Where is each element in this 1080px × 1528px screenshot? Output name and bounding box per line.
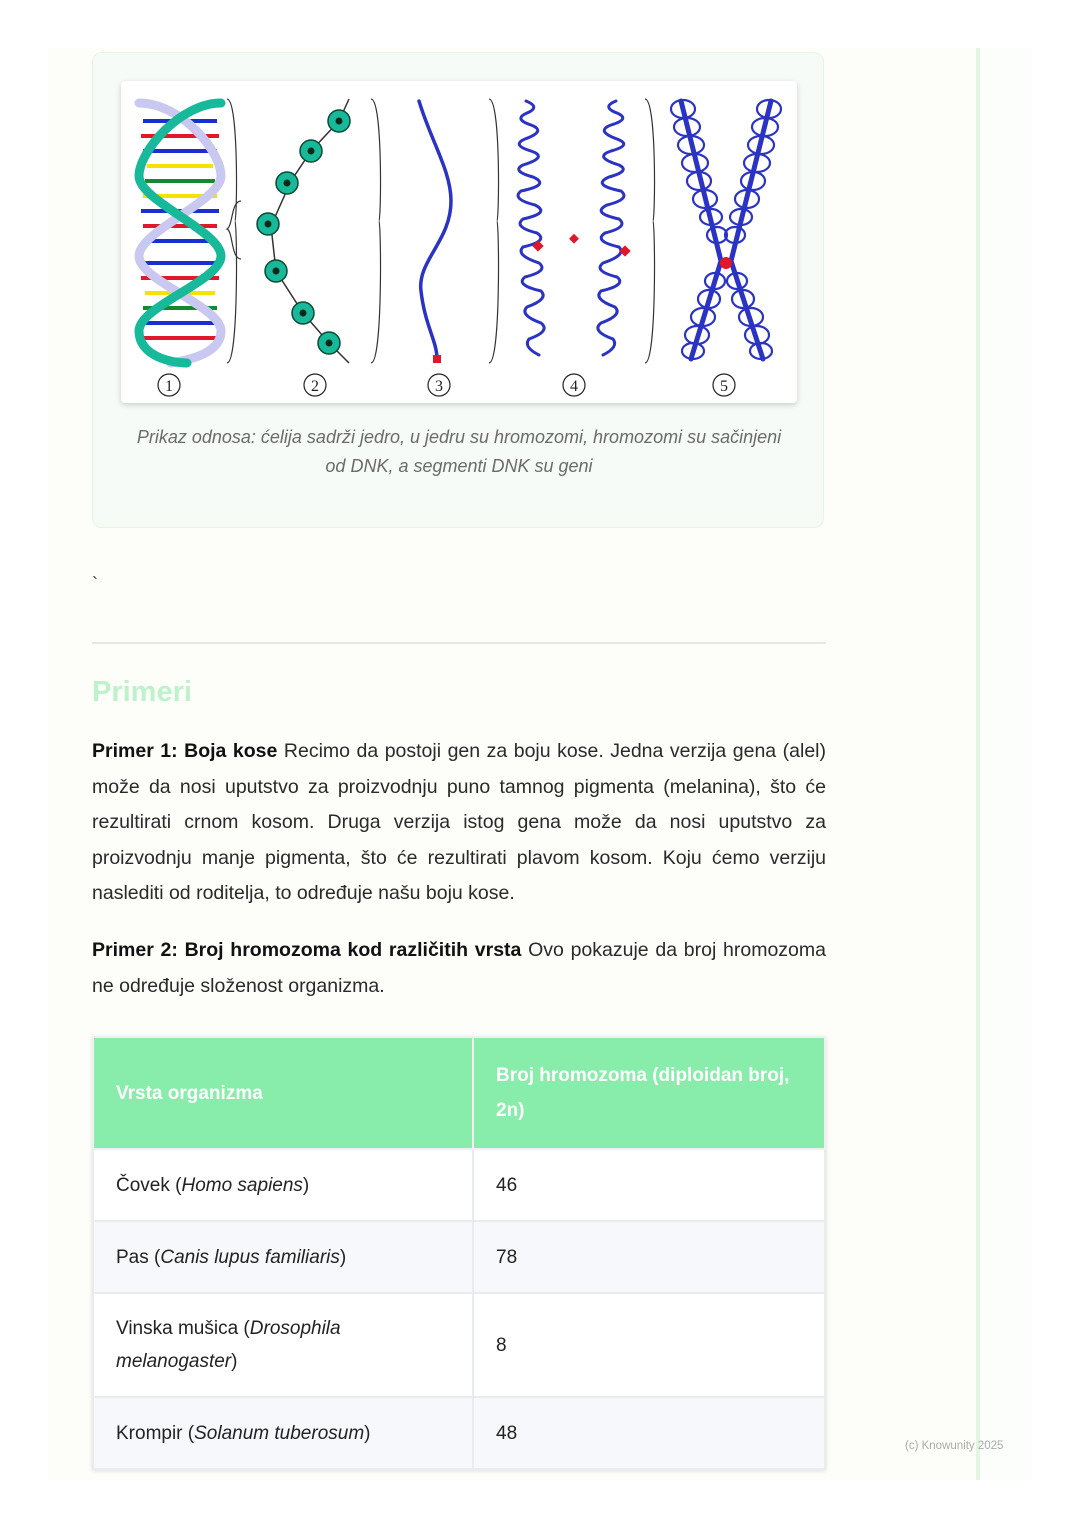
section-title: Primeri: [92, 676, 192, 708]
chromosome-count-table: [92, 1036, 826, 1470]
example-1-heading: Primer 1: Boja kose: [92, 740, 278, 762]
organism-latin-name: Solanum tuberosum: [194, 1422, 365, 1444]
organism-common-name: Vinska mušica (: [116, 1318, 250, 1339]
figure-card: [92, 52, 824, 528]
header-organism: Vrsta organizma: [93, 1037, 473, 1149]
example-2-heading: Primer 2: Broj hromozoma kod različitih vrsta: [92, 939, 522, 961]
stage-label-4: 4: [570, 378, 578, 395]
right-margin-area: [980, 48, 1032, 1480]
organism-common-name: Čovek (: [116, 1174, 182, 1196]
organism-cell: [93, 1221, 473, 1293]
chromosome-count-cell: 46: [473, 1149, 825, 1221]
organism-paren-close: ): [364, 1422, 371, 1444]
stage-label-1: 1: [165, 378, 173, 395]
organism-latin-name: Homo sapiens: [181, 1174, 303, 1196]
nucleosome-chain: [227, 99, 381, 363]
chromosome-count-cell: 48: [473, 1397, 825, 1469]
organism-paren-close: ): [231, 1351, 238, 1372]
copyright-notice: (c) Knowunity 2025: [905, 1440, 1004, 1452]
header-chromosome-count: Broj hromozoma (diploidan broj, 2n): [473, 1037, 825, 1149]
chromosome-count-cell: 8: [473, 1293, 825, 1397]
stage-label-5: 5: [720, 378, 728, 395]
stage-label-2: 2: [311, 378, 319, 395]
section-divider: [92, 642, 826, 644]
organism-cell: [93, 1397, 473, 1469]
table-row: [93, 1293, 825, 1397]
table-row: [93, 1397, 825, 1469]
organism-cell: [93, 1149, 473, 1221]
stage-label-3: 3: [435, 378, 443, 395]
example-2-paragraph: [92, 933, 826, 1004]
example-2-text: Ovo pokazuje da broj hromozoma ne određuje složenost organizma.: [92, 939, 826, 997]
dna-double-helix: [139, 99, 237, 363]
condensed-chromatids: [518, 99, 654, 363]
organism-paren-close: ): [339, 1246, 347, 1268]
metaphase-chromosome: [671, 100, 781, 359]
table-row: [93, 1149, 825, 1221]
organism-cell: [93, 1293, 473, 1397]
example-1-text: Recimo da postoji gen za boju kose. Jedna verzija gena (alel) može da nosi uputstvo za proizvodnju puno tamnog pigmenta (melanina), što će rezultirati crnom kosom. Druga verzija istog gena može da nosi uputstvo za proizvodnju manje pigmenta, što će rezultirati plavom kosom. Koju ćemo verziju naslediti od roditelja, to određuje našu boju kose.: [92, 740, 826, 904]
organism-latin-name: Drosophila melanogaster: [116, 1318, 341, 1372]
chromatin-fiber: [419, 99, 499, 363]
table-row: [93, 1221, 825, 1293]
example-1-paragraph: [92, 734, 826, 912]
stray-backtick: `: [92, 574, 98, 594]
dna-diagram-svg: [121, 81, 797, 403]
organism-common-name: Pas (: [116, 1246, 161, 1268]
organism-common-name: Krompir (: [116, 1422, 195, 1444]
dna-chromosome-illustration: [121, 81, 797, 403]
stage-number-labels: [158, 374, 735, 396]
organism-paren-close: ): [302, 1174, 310, 1196]
figure-caption: Prikaz odnosa: ćelija sadrži jedro, u jedru su hromozomi, hromozomi su sačinjeni od DNK, a segmenti DNK su geni: [136, 427, 782, 476]
organism-latin-name: Canis lupus familiaris: [160, 1246, 340, 1268]
table-header-row: [93, 1037, 825, 1149]
chromosome-count-cell: 78: [473, 1221, 825, 1293]
